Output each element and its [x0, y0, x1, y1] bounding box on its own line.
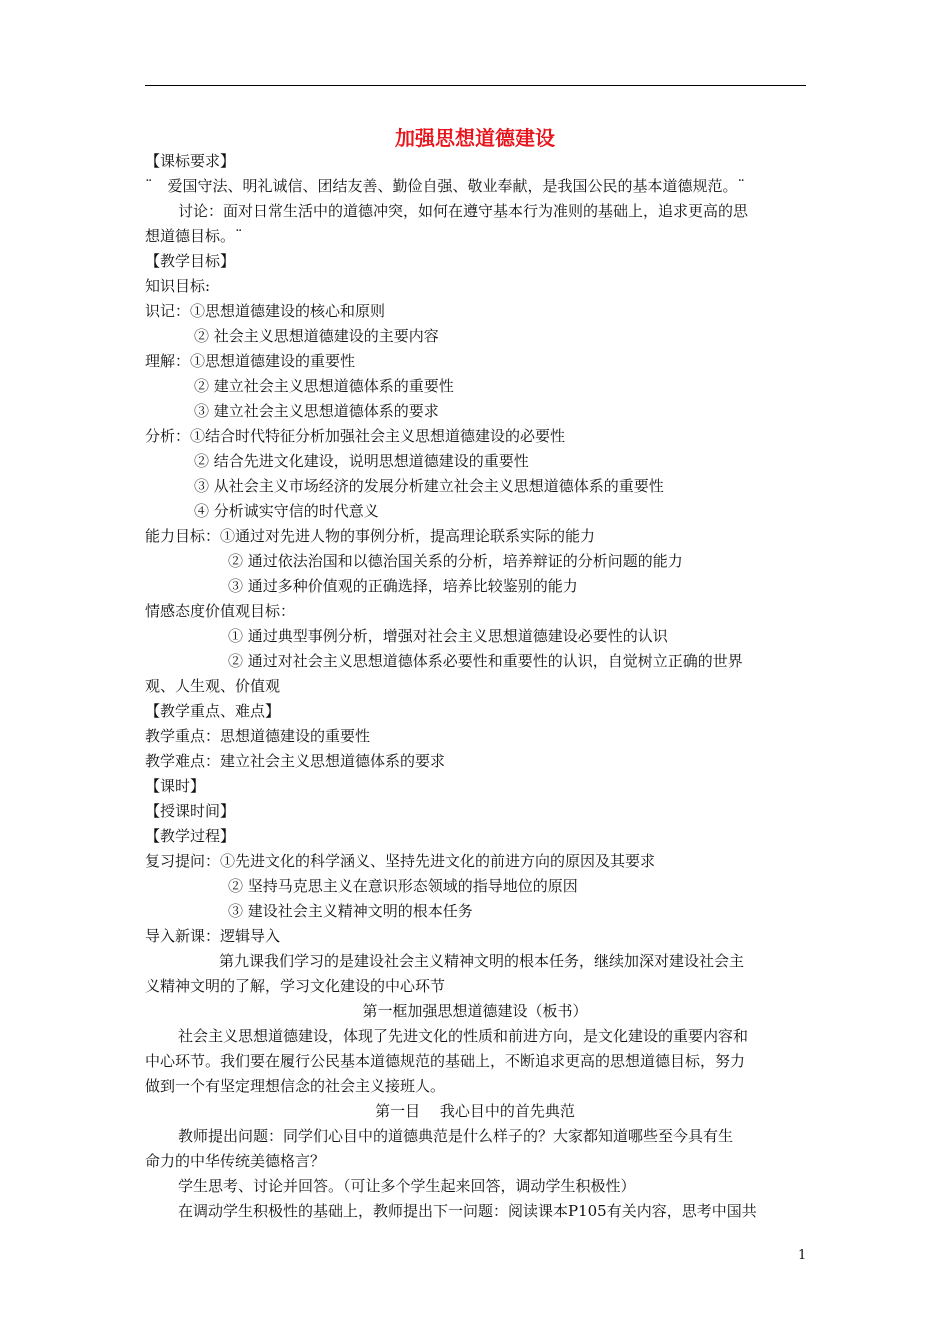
text-line: ② 建立社会主义思想道德体系的重要性	[194, 377, 454, 395]
text-line: 第九课我们学习的是建设社会主义精神文明的根本任务，继续加深对建设社会主	[219, 952, 745, 970]
text-line: 教学重点：思想道德建设的重要性	[145, 727, 371, 745]
text-line: ① 通过典型事例分析，增强对社会主义思想道德建设必要性的认识	[228, 627, 668, 645]
text-line: 导入新课：逻辑导入	[145, 927, 281, 945]
text-line: 【教学重点、难点】	[145, 702, 281, 720]
text-line: 分析：①结合时代特征分析加强社会主义思想道德建设的必要性	[145, 427, 566, 445]
text-line: 理解：①思想道德建设的重要性	[145, 352, 356, 370]
text-line: ② 坚持马克思主义在意识形态领域的指导地位的原因	[228, 877, 578, 895]
text-line: ② 社会主义思想道德建设的主要内容	[194, 327, 439, 345]
text-line: ③ 建立社会主义思想道德体系的要求	[194, 402, 439, 420]
text-line: ③ 从社会主义市场经济的发展分析建立社会主义思想道德体系的重要性	[194, 477, 664, 495]
text-line: 【教学过程】	[145, 827, 236, 845]
text-line: 中心环节。我们要在履行公民基本道德规范的基础上，不断追求更高的思想道德目标，努力	[145, 1052, 746, 1070]
text-line: 想道德目标。¨	[145, 227, 243, 245]
section-heading: 第一框加强思想道德建设（板书）	[362, 1002, 588, 1020]
text-line: 讨论：面对日常生活中的道德冲突，如何在遵守基本行为准则的基础上，追求更高的思	[178, 202, 749, 220]
text-line: ③ 建设社会主义精神文明的根本任务	[228, 902, 473, 920]
text-line: 知识目标:	[145, 277, 211, 295]
text-line: ④ 分析诚实守信的时代意义	[194, 502, 379, 520]
text-line: 社会主义思想道德建设，体现了先进文化的性质和前进方向，是文化建设的重要内容和	[178, 1027, 749, 1045]
text-line: 做到一个有坚定理想信念的社会主义接班人。	[145, 1077, 446, 1095]
text-line: 【授课时间】	[145, 802, 236, 820]
text-line: 识记：①思想道德建设的核心和原则	[145, 302, 386, 320]
text-line: ② 通过对社会主义思想道德体系必要性和重要性的认识，自觉树立正确的世界	[228, 652, 743, 670]
text-line: 在调动学生积极性的基础上，教师提出下一问题：阅读课本P105有关内容，思考中国共	[178, 1202, 757, 1220]
page-title: 加强思想道德建设	[395, 126, 555, 150]
text-line: 能力目标：①通过对先进人物的事例分析，提高理论联系实际的能力	[145, 527, 596, 545]
text-line: 观、人生观、价值观	[145, 677, 281, 695]
text-line: ③ 通过多种价值观的正确选择，培养比较鉴别的能力	[228, 577, 578, 595]
subsection-heading: 第一目 我心目中的首先典范	[375, 1102, 575, 1120]
text-line: ② 结合先进文化建设，说明思想道德建设的重要性	[194, 452, 529, 470]
header-rule	[145, 85, 806, 86]
text-line: 学生思考、讨论并回答。（可让多个学生起来回答，调动学生积极性）	[178, 1177, 636, 1195]
text-line: 教师提出问题：同学们心目中的道德典范是什么样子的？大家都知道哪些至今具有生	[178, 1127, 734, 1145]
text-line: 命力的中华传统美德格言？	[145, 1152, 326, 1170]
text-line: 复习提问：①先进文化的科学涵义、坚持先进文化的前进方向的原因及其要求	[145, 852, 656, 870]
text-line: 义精神文明的了解，学习文化建设的中心环节	[145, 977, 446, 995]
text-line: 【教学目标】	[145, 252, 236, 270]
page-number: 1	[798, 1248, 807, 1263]
text-line: ¨ 爱国守法、明礼诚信、团结友善、勤俭自强、敬业奉献，是我国公民的基本道德规范。¨	[145, 177, 746, 195]
text-line: ② 通过依法治国和以德治国关系的分析，培养辩证的分析问题的能力	[228, 552, 683, 570]
text-line: 教学难点：建立社会主义思想道德体系的要求	[145, 752, 446, 770]
text-line: 【课时】	[145, 777, 206, 795]
text-line: 情感态度价值观目标：	[145, 602, 296, 620]
text-line: 【课标要求】	[145, 152, 236, 170]
